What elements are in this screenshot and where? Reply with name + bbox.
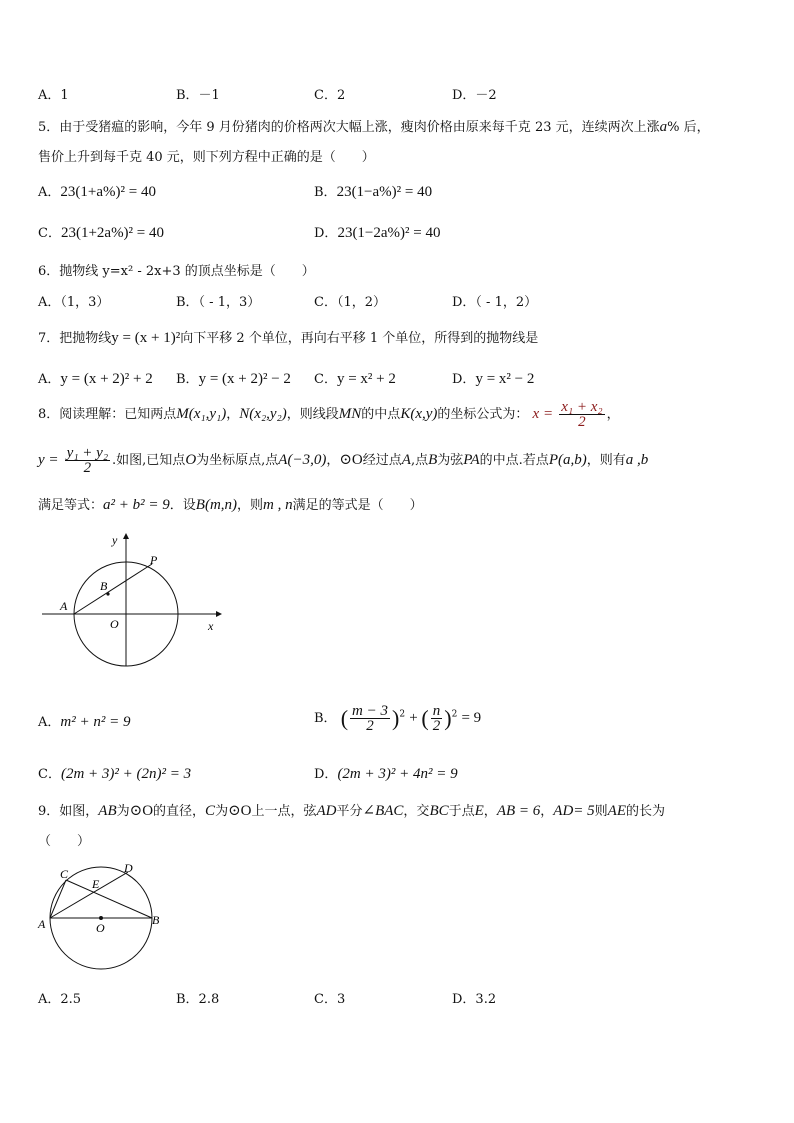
q4-option-d: D．－2: [452, 88, 497, 103]
q8-formula-y-fraction: $\frac{\text{y₁ + y₂}}{2}$: [66, 445, 109, 476]
q5-option-c: C．23(1+2a%)² = 40: [38, 225, 165, 241]
q7-option-c: C．y = x² + 2: [314, 371, 396, 387]
q7-option-a: A．y = (x + 2)² + 2: [38, 371, 153, 387]
q6-option-b: B．（ - 1，3）: [176, 295, 261, 310]
q5-stem-line2: 售价上升到每千克 40 元，则下列方程中正确的是（ ）: [38, 150, 375, 165]
q5-option-d: D．23(1−2a%)² = 40: [314, 225, 441, 241]
q9-chord-ac: [50, 880, 66, 918]
q9-label-e: E: [92, 877, 100, 891]
q4-option-c: C．2: [314, 88, 346, 103]
q8-option-a: A．m² + n² = 9: [38, 714, 131, 730]
q8-y-axis-arrow: [123, 533, 129, 539]
q7-option-d: D．y = x² − 2: [452, 371, 535, 387]
q7-stem: 7．把抛物线y = (x + 1)²向下平移 2 个单位，再向右平移 1 个单位，所得到的抛物线是: [38, 330, 539, 346]
q8-stem-line2: y = $\frac{\text{y₁ + y₂}}{2}$ .如图,已知点O为坐标原点,点A(−3,0)，⊙O经过点A,点B为弦PA的中点.若点P(a,b)，则有a ,b: [38, 445, 649, 476]
q9-figure: [38, 862, 168, 974]
q5-stem-line1: 5．由于受猪瘟的影响，今年 9 月份猪肉的价格两次大幅上涨，瘦肉价格由原来每千克 23 元，连续两次上涨a% 后，: [38, 119, 710, 135]
q6-option-c: C．（1，2）: [314, 295, 386, 310]
q8-formula-x-fraction: $\frac{\text{x₁ + x₂}}{2}$: [561, 399, 603, 430]
q8-label-y: y: [112, 533, 118, 547]
q8-stem-line1: 8．阅读理解：已知两点M(x₁,y₁)，N(x₂,y₂)，则线段MN的中点K(x,y)的坐标公式为： x = $\frac{\text{x₁ + x₂}}{2}$ ，: [38, 399, 620, 430]
q5-option-a: A．23(1+a%)² = 40: [38, 184, 156, 200]
q8-label-p: P: [150, 553, 158, 567]
q8-chord-pa: [74, 564, 152, 614]
q7-option-b: B．y = (x + 2)² − 2: [176, 371, 291, 387]
q8-label-a: A: [60, 599, 68, 613]
q9-label-d: D: [124, 861, 133, 875]
q8-option-c: C．(2m + 3)² + (2n)² = 3: [38, 766, 192, 782]
q9-label-b: B: [152, 913, 160, 927]
q8-x-axis-arrow: [216, 611, 222, 617]
q6-option-a: A．（1，3）: [38, 295, 110, 310]
q6-stem: 6．抛物线 y=x² - 2x+3 的顶点坐标是（ ）: [38, 264, 315, 279]
q9-stem-line2: （ ）: [38, 834, 91, 849]
q5-option-b: B．23(1−a%)² = 40: [314, 184, 433, 200]
q8-stem-line3: 满足等式：a² + b² = 9．设B(m,n)，则m , n满足的等式是（ ）: [38, 497, 423, 513]
q9-label-c: C: [60, 867, 69, 881]
q9-center-dot: [99, 916, 103, 920]
q8-figure: [38, 530, 228, 670]
q6-option-d: D．（ - 1，2）: [452, 295, 538, 310]
q4-option-a: A．1: [38, 88, 69, 103]
q9-label-o: O: [96, 921, 105, 935]
q8-option-b: B． ( $\frac{m - 3}{2}$ )$^2$ + ( $\frac{n}{2}$ )$^2$ = 9: [314, 703, 482, 734]
q9-option-c: C．3: [314, 992, 346, 1007]
q9-stem-line1: 9．如图，AB为⊙O的直径，C为⊙O上一点，弦AD平分∠BAC，交BC于点E，AB = 6，AD= 5则AE的长为: [38, 803, 666, 819]
q8-label-o: O: [110, 617, 119, 631]
q9-option-a: A．2.5: [38, 992, 82, 1007]
q9-option-b: B．2.8: [176, 992, 220, 1007]
q4-option-b: B．－1: [176, 88, 220, 103]
q9-label-a: A: [38, 917, 46, 931]
q8-label-x: x: [208, 619, 214, 633]
q9-chord-cb: [66, 880, 152, 918]
q8-option-d: D．(2m + 3)² + 4n² = 9: [314, 766, 458, 782]
q8-label-b: B: [100, 579, 108, 593]
q9-option-d: D．3.2: [452, 992, 497, 1007]
